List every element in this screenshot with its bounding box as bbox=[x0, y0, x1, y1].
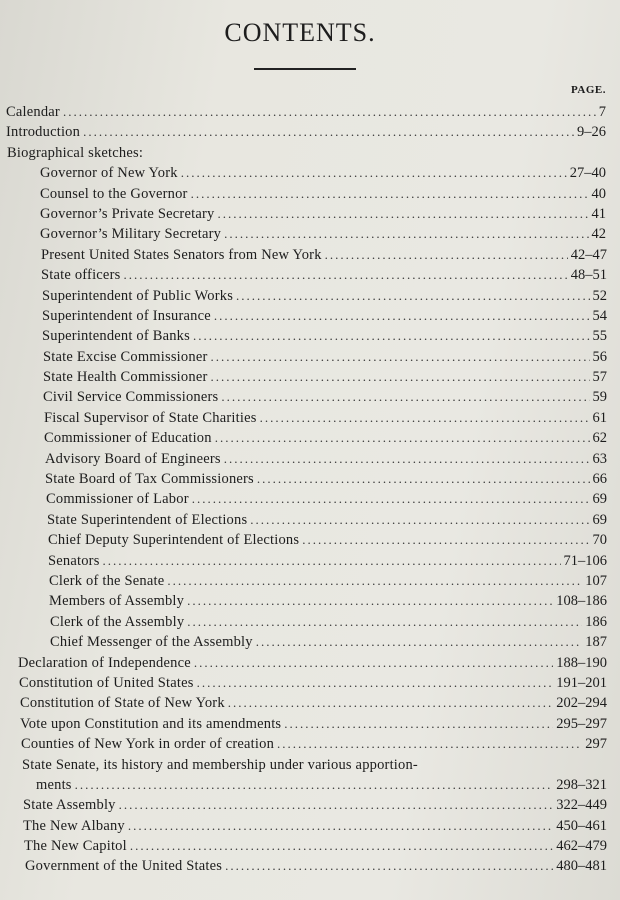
toc-entry-page: 9–26 bbox=[577, 124, 606, 141]
toc-entry-continued bbox=[0, 755, 620, 775]
toc-entry-label: State Excise Commissioner bbox=[43, 348, 208, 365]
toc-entry-page: 41 bbox=[591, 205, 606, 222]
toc-entry-label: Fiscal Supervisor of State Charities bbox=[44, 409, 257, 426]
toc-entry-label: State Board of Tax Commissioners bbox=[45, 471, 254, 488]
leader-dots bbox=[75, 775, 554, 795]
title-rule bbox=[254, 68, 356, 70]
toc-entry bbox=[0, 714, 620, 734]
toc-entry-label: The New Albany bbox=[23, 817, 125, 834]
page-title: CONTENTS. bbox=[224, 18, 376, 47]
leader-dots bbox=[225, 856, 553, 876]
toc-entry-label: Declaration of Independence bbox=[18, 654, 191, 671]
toc-entry-label: Clerk of the Senate bbox=[49, 572, 165, 589]
leader-dots bbox=[128, 816, 553, 836]
toc-entry-page: 480–481 bbox=[556, 858, 607, 875]
toc-entry bbox=[0, 551, 620, 571]
toc-entry bbox=[0, 591, 620, 611]
toc-entry-label: Superintendent of Public Works bbox=[42, 287, 234, 304]
leader-dots bbox=[228, 693, 553, 713]
leader-dots bbox=[123, 265, 567, 285]
toc-entry-page: 40 bbox=[591, 185, 606, 202]
toc-entry-label: Chief Messenger of the Assembly bbox=[50, 634, 253, 651]
leader-dots bbox=[103, 551, 561, 571]
toc-entry-label: The New Capitol bbox=[24, 838, 127, 855]
toc-entry-label: Commissioner of Education bbox=[44, 430, 212, 447]
toc-entry-page: 191–201 bbox=[556, 674, 607, 691]
leader-dots bbox=[214, 306, 590, 326]
toc-entry bbox=[0, 449, 620, 469]
toc-entry-page: 42–47 bbox=[570, 246, 607, 263]
leader-dots bbox=[236, 286, 589, 306]
toc-entry-label: Counties of New York in order of creation bbox=[21, 736, 275, 753]
leader-dots bbox=[221, 387, 589, 407]
leader-dots bbox=[277, 734, 582, 754]
toc-entry-label: Clerk of the Assembly bbox=[50, 613, 185, 630]
toc-entry bbox=[0, 734, 620, 754]
toc-entry bbox=[0, 428, 620, 448]
toc-entry-label: Constitution of State of New York bbox=[20, 695, 225, 712]
toc-entry-page: 27–40 bbox=[569, 165, 606, 182]
toc-entry-page: 59 bbox=[592, 389, 607, 406]
toc-entry bbox=[0, 102, 620, 122]
toc-entry-page: 52 bbox=[592, 287, 607, 304]
leader-dots bbox=[302, 530, 589, 550]
toc-entry-label: Governor’s Military Secretary bbox=[40, 226, 222, 243]
toc-entry bbox=[0, 306, 620, 326]
leader-dots bbox=[197, 673, 554, 693]
toc-entry bbox=[0, 326, 620, 346]
leader-dots bbox=[181, 163, 567, 183]
leader-dots bbox=[257, 469, 590, 489]
toc-entry bbox=[0, 673, 620, 693]
toc-entry bbox=[0, 612, 620, 632]
toc-entry bbox=[0, 163, 620, 183]
toc-entry-page: 69 bbox=[592, 511, 607, 528]
leader-dots bbox=[260, 408, 590, 428]
toc-entry bbox=[0, 265, 620, 285]
toc-entry-label: State officers bbox=[41, 267, 121, 284]
leader-dots bbox=[217, 204, 588, 224]
leader-dots bbox=[187, 612, 582, 632]
toc-entry-label: Biographical sketches: bbox=[7, 144, 144, 161]
toc-entry bbox=[0, 795, 620, 815]
toc-entry-label: State Health Commissioner bbox=[43, 369, 208, 386]
toc-entry-label: Government of the United States bbox=[25, 858, 223, 875]
leader-dots bbox=[250, 510, 589, 530]
toc-entry bbox=[0, 775, 620, 795]
toc-entry-label: Superintendent of Insurance bbox=[42, 307, 211, 324]
toc-entry bbox=[0, 408, 620, 428]
toc-entry-label: Civil Service Commissioners bbox=[43, 389, 219, 406]
toc-entry-page: 295–297 bbox=[556, 715, 607, 732]
toc-entry bbox=[0, 530, 620, 550]
leader-dots bbox=[224, 224, 588, 244]
toc-entry-page: 63 bbox=[592, 450, 607, 467]
toc-entry-page: 69 bbox=[592, 491, 607, 508]
toc-entry-page: 107 bbox=[585, 572, 607, 589]
toc-entry-page: 42 bbox=[591, 226, 606, 243]
toc-entry-page: 56 bbox=[592, 348, 607, 365]
toc-entry-label: Counsel to the Governor bbox=[40, 185, 188, 202]
toc-entry-page: 66 bbox=[592, 471, 607, 488]
leader-dots bbox=[191, 184, 589, 204]
leader-dots bbox=[325, 245, 568, 265]
leader-dots bbox=[187, 591, 553, 611]
toc-entry-page: 61 bbox=[592, 409, 607, 426]
toc-entry-label: Constitution of United States bbox=[19, 674, 194, 691]
leader-dots bbox=[193, 326, 590, 346]
toc-entry-label: Superintendent of Banks bbox=[42, 328, 190, 345]
leader-dots bbox=[83, 122, 574, 142]
toc-entry-page: 70 bbox=[592, 532, 607, 549]
toc-entry-label: Governor’s Private Secretary bbox=[40, 205, 215, 222]
toc-entry-label: Introduction bbox=[6, 124, 81, 141]
toc-entry-label: Advisory Board of Engineers bbox=[45, 450, 221, 467]
toc-entry-page: 54 bbox=[592, 307, 607, 324]
table-of-contents bbox=[0, 102, 620, 877]
toc-entry bbox=[0, 245, 620, 265]
toc-entry-page: 186 bbox=[585, 613, 607, 630]
toc-entry-page: 188–190 bbox=[556, 654, 607, 671]
leader-dots bbox=[194, 653, 553, 673]
toc-entry bbox=[0, 469, 620, 489]
toc-entry-label: State Superintendent of Elections bbox=[47, 511, 248, 528]
toc-entry-page: 450–461 bbox=[556, 817, 607, 834]
leader-dots bbox=[210, 367, 589, 387]
leader-dots bbox=[210, 347, 589, 367]
toc-entry-page: 48–51 bbox=[570, 267, 607, 284]
toc-entry-page: 322–449 bbox=[556, 797, 607, 814]
toc-entry bbox=[0, 347, 620, 367]
toc-entry-page: 55 bbox=[592, 328, 607, 345]
toc-entry-page: 108–186 bbox=[556, 593, 607, 610]
toc-entry bbox=[0, 286, 620, 306]
toc-entry-label: Calendar bbox=[6, 104, 60, 120]
leader-dots bbox=[192, 489, 590, 509]
toc-entry bbox=[0, 489, 620, 509]
toc-entry bbox=[0, 653, 620, 673]
leader-dots bbox=[224, 449, 590, 469]
toc-entry bbox=[0, 224, 620, 244]
toc-entry bbox=[0, 693, 620, 713]
page-column-header: PAGE. bbox=[571, 84, 606, 96]
leader-dots bbox=[256, 632, 583, 652]
toc-entry-label: Chief Deputy Superintendent of Elections bbox=[48, 532, 300, 549]
leader-dots bbox=[63, 102, 596, 122]
toc-entry bbox=[0, 387, 620, 407]
toc-entry bbox=[0, 856, 620, 876]
toc-entry-label: State Senate, its history and membership under various apportion- bbox=[22, 756, 418, 773]
toc-entry bbox=[0, 122, 620, 142]
toc-entry-label: Vote upon Constitution and its amendments bbox=[20, 715, 282, 732]
toc-entry-label: Commissioner of Labor bbox=[46, 491, 189, 508]
toc-entry bbox=[0, 571, 620, 591]
leader-dots bbox=[119, 795, 554, 815]
toc-entry-page: 7 bbox=[598, 104, 606, 120]
toc-section-heading bbox=[0, 143, 620, 163]
toc-entry-page: 62 bbox=[592, 430, 607, 447]
toc-entry bbox=[0, 510, 620, 530]
toc-entry bbox=[0, 204, 620, 224]
leader-dots bbox=[284, 714, 553, 734]
leader-dots bbox=[130, 836, 553, 856]
toc-entry-label: Governor of New York bbox=[40, 165, 178, 182]
leader-dots bbox=[167, 571, 582, 591]
toc-entry-page: 297 bbox=[585, 736, 607, 753]
toc-entry-label: State Assembly bbox=[23, 797, 116, 814]
toc-entry-page: 462–479 bbox=[556, 838, 607, 855]
toc-entry-page: 202–294 bbox=[556, 695, 607, 712]
toc-entry-page: 187 bbox=[585, 634, 607, 651]
toc-entry bbox=[0, 632, 620, 652]
toc-entry-label: Members of Assembly bbox=[49, 593, 185, 610]
toc-entry bbox=[0, 367, 620, 387]
leader-dots bbox=[215, 428, 590, 448]
toc-entry-page: 298–321 bbox=[556, 776, 607, 793]
toc-entry bbox=[0, 184, 620, 204]
toc-entry-page: 71–106 bbox=[563, 552, 607, 569]
toc-entry-label: Senators bbox=[48, 552, 100, 569]
toc-entry bbox=[0, 816, 620, 836]
toc-entry-label: Present United States Senators from New York bbox=[41, 246, 322, 263]
toc-entry-label: ments bbox=[36, 776, 72, 793]
toc-entry bbox=[0, 836, 620, 856]
toc-entry-page: 57 bbox=[592, 369, 607, 386]
